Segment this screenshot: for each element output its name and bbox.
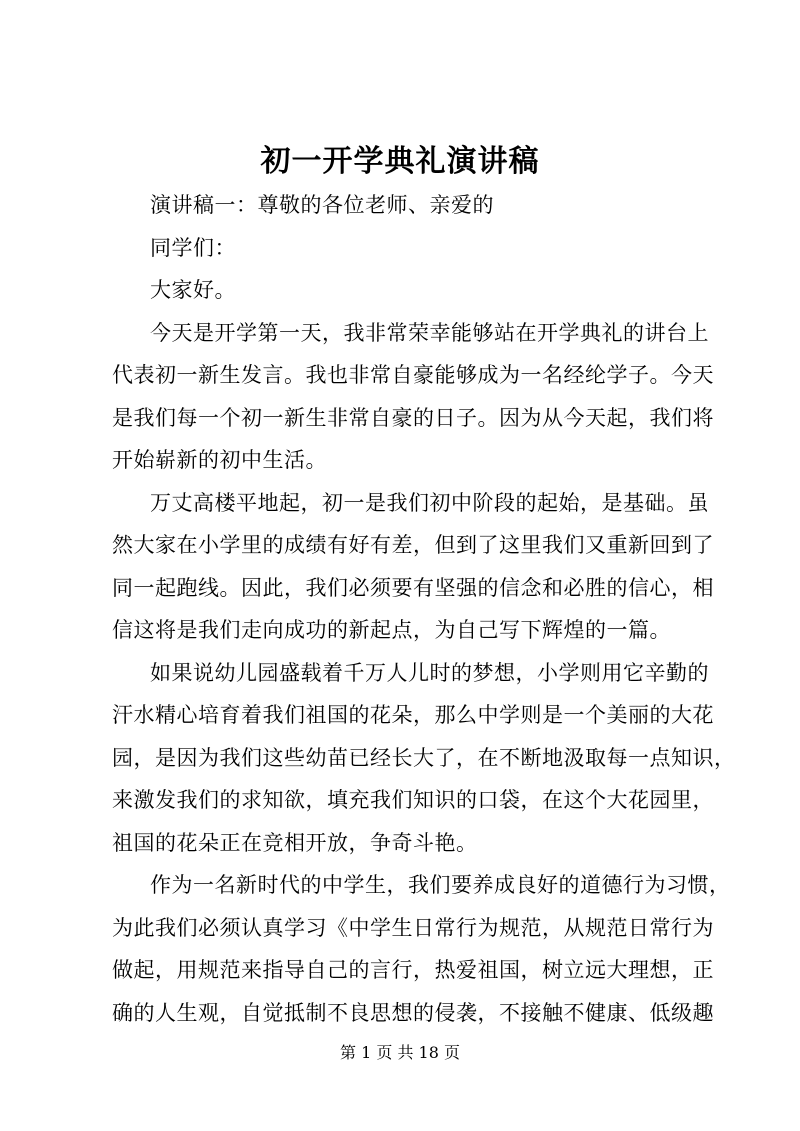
body-line: 为此我们必须认真学习《中学生日常行为规范，从规范日常行为 xyxy=(112,915,714,940)
body-line: 大家好。 xyxy=(150,278,236,302)
page-footer: 第 1 页 共 18 页 xyxy=(340,1043,460,1062)
body-line: 同一起跑线。因此，我们必须要有坚强的信念和必胜的信心，相 xyxy=(112,575,714,600)
body-line: 祖国的花朵正在竞相开放，争奇斗艳。 xyxy=(112,830,478,855)
body-line: 然大家在小学里的成绩有好有差，但到了这里我们又重新回到了 xyxy=(112,533,714,557)
body-line: 今天是开学第一天，我非常荣幸能够站在开学典礼的讲台上 xyxy=(150,320,709,345)
body-line: 信这将是我们走向成功的新起点，为自己写下辉煌的一篇。 xyxy=(112,618,671,642)
body-line: 如果说幼儿园盛载着千万人儿时的梦想，小学则用它辛勤的 xyxy=(150,660,709,685)
body-line: 开始崭新的初中生活。 xyxy=(112,448,327,472)
body-line: 确的人生观，自觉抵制不良思想的侵袭，不接触不健康、低级趣 xyxy=(112,1000,714,1025)
document-body xyxy=(112,184,736,1034)
body-line: 作为一名新时代的中学生，我们要养成良好的道德行为习惯， xyxy=(150,873,731,897)
body-line: 做起，用规范来指导自己的言行，热爱祖国，树立远大理想，正 xyxy=(112,958,714,982)
body-line: 演讲稿一：尊敬的各位老师、亲爱的 xyxy=(150,193,494,217)
body-line: 万丈高楼平地起，初一是我们初中阶段的起始，是基础。虽 xyxy=(150,490,709,515)
body-line: 园，是因为我们这些幼苗已经长大了，在不断地汲取每一点知识， xyxy=(112,745,736,770)
document-title: 初一开学典礼演讲稿 xyxy=(260,144,540,179)
body-line: 汗水精心培育着我们祖国的花朵，那么中学则是一个美丽的大花 xyxy=(112,703,714,727)
body-line: 同学们： xyxy=(150,235,236,260)
body-line: 代表初一新生发言。我也非常自豪能够成为一名经纶学子。今天 xyxy=(112,363,714,387)
body-line: 是我们每一个初一新生非常自豪的日子。因为从今天起，我们将 xyxy=(112,405,714,430)
body-line: 来激发我们的求知欲，填充我们知识的口袋，在这个大花园里， xyxy=(112,788,714,812)
